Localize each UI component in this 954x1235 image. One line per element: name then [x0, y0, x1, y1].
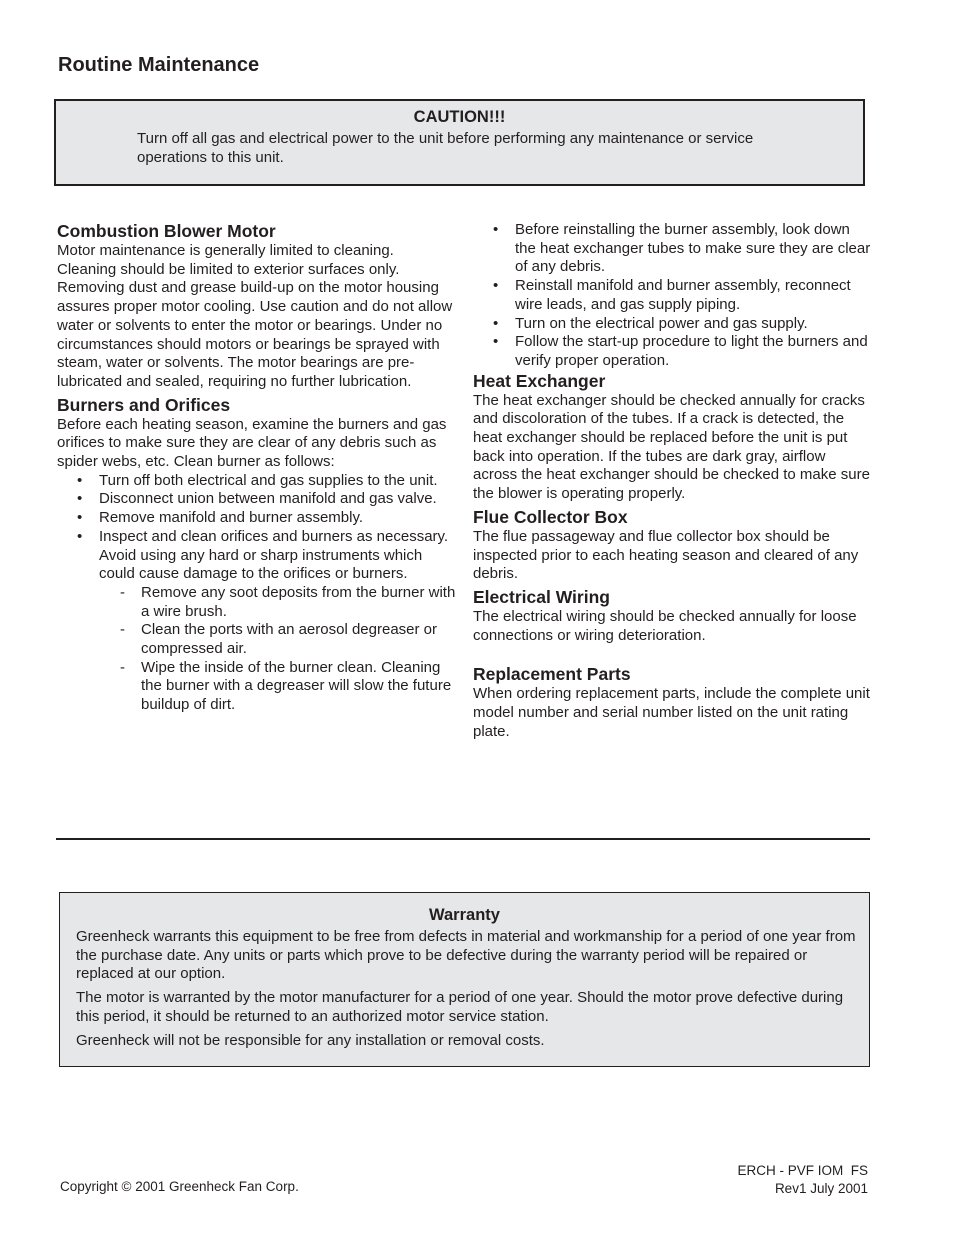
caution-text: Turn off all gas and electrical power to the unit before performing any maintenance or service operations to this unit. [137, 130, 754, 166]
burners-intro: Before each heating season, examine the burners and gas orifices to make sure they are clear of any debris such as spider webs, etc. Clean burner as follows: [57, 415, 447, 471]
left-column [57, 221, 457, 718]
list-item: • Remove manifold and burner assembly. [57, 509, 457, 528]
list-item: • Disconnect union between manifold and gas valve. [57, 490, 457, 509]
burners-continued-list [473, 221, 873, 371]
list-item: • Follow the start-up procedure to light the burners and verify proper operation. [473, 333, 873, 370]
list-item: • Turn off both electrical and gas supplies to the unit. [57, 472, 457, 491]
right-column [473, 221, 873, 744]
replacement-text: When ordering replacement parts, include the complete unit model number and serial number listed on the unit rating plate. [473, 685, 870, 740]
flue-section [473, 507, 873, 584]
replacement-section [473, 664, 873, 741]
burners-section [57, 395, 457, 715]
section-divider [56, 838, 870, 840]
warranty-paragraph: Greenheck warrants this equipment to be free from defects in material and workmanship for a period of one year from the purchase date. Any units or parts which prove to be defective during the warranty period will be repaired or replaced at our option. [76, 928, 856, 983]
list-item: • Before reinstalling the burner assembly, look down the heat exchanger tubes to make sure they are clear of any debris. [473, 221, 873, 277]
caution-title: CAUTION!!! [413, 108, 506, 126]
revision: Rev1 July 2001 [774, 1181, 868, 1196]
heat-exchanger-heading: Heat Exchanger [473, 370, 606, 391]
copyright: Copyright © 2001 Greenheck Fan Corp. [60, 1179, 299, 1194]
burners-dash-list [57, 584, 457, 715]
replacement-heading: Replacement Parts [473, 664, 631, 685]
electrical-heading: Electrical Wiring [473, 586, 610, 607]
heat-exchanger-text: The heat exchanger should be checked annually for cracks and discoloration of the tubes. If a crack is detected, the heat exchanger should be replaced before the unit is put back into operation. If the tubes are dark gray, airflow across the heat exchanger should be checked to make sure the blower is operating properly. [473, 391, 870, 503]
combustion-section [57, 221, 457, 392]
combustion-text: Motor maintenance is generally limited to cleaning. Cleaning should be limited to exterior surfaces only. Removing dust and grease build-up on the motor housing assures proper motor cooling. Use caution and do not allow water or solvents to enter the motor or bearings. Under no circumstances should motors or bearings be sprayed with steam, water or solvents. The motor bearings are pre-lubricated and sealed, requiring no further lubrication. [57, 242, 453, 390]
flue-text: The flue passageway and flue collector box should be inspected prior to each heating season and cleared of any debris. [473, 527, 859, 583]
warranty-box [59, 892, 870, 1067]
list-item: - Remove any soot deposits from the burner with a wire brush. [57, 584, 457, 621]
page-title: Routine Maintenance [58, 54, 260, 76]
list-item: - Wipe the inside of the burner clean. Cleaning the burner with a degreaser will slow the future buildup of dirt. [57, 659, 457, 715]
list-item: • Inspect and clean orifices and burners as necessary. Avoid using any hard or sharp instruments which could cause damage to the orifices or burners. [57, 528, 457, 584]
caution-box [54, 99, 865, 186]
doc-code: ERCH - PVF IOM FS [737, 1163, 868, 1178]
list-item: - Clean the ports with an aerosol degreaser or compressed air. [57, 621, 457, 658]
warranty-paragraph: Greenheck will not be responsible for any installation or removal costs. [76, 1031, 545, 1049]
warranty-title: Warranty [429, 906, 500, 924]
warranty-body [76, 928, 861, 1055]
flue-heading: Flue Collector Box [473, 506, 628, 527]
burners-bullet-list [57, 472, 457, 584]
heat-exchanger-section [473, 371, 873, 504]
list-item: • Reinstall manifold and burner assembly, reconnect wire leads, and gas supply piping. [473, 277, 873, 314]
list-item: • Turn on the electrical power and gas supply. [473, 315, 873, 334]
burners-heading: Burners and Orifices [57, 394, 231, 415]
electrical-text: The electrical wiring should be checked annually for loose connections or wiring deterioration. [473, 607, 857, 644]
electrical-section [473, 587, 873, 645]
combustion-heading: Combustion Blower Motor [57, 221, 276, 241]
warranty-paragraph: The motor is warranted by the motor manufacturer for a period of one year. Should the motor prove defective during this period, it should be returned to an authorized motor service station. [76, 989, 844, 1025]
doc-info [737, 1162, 868, 1198]
